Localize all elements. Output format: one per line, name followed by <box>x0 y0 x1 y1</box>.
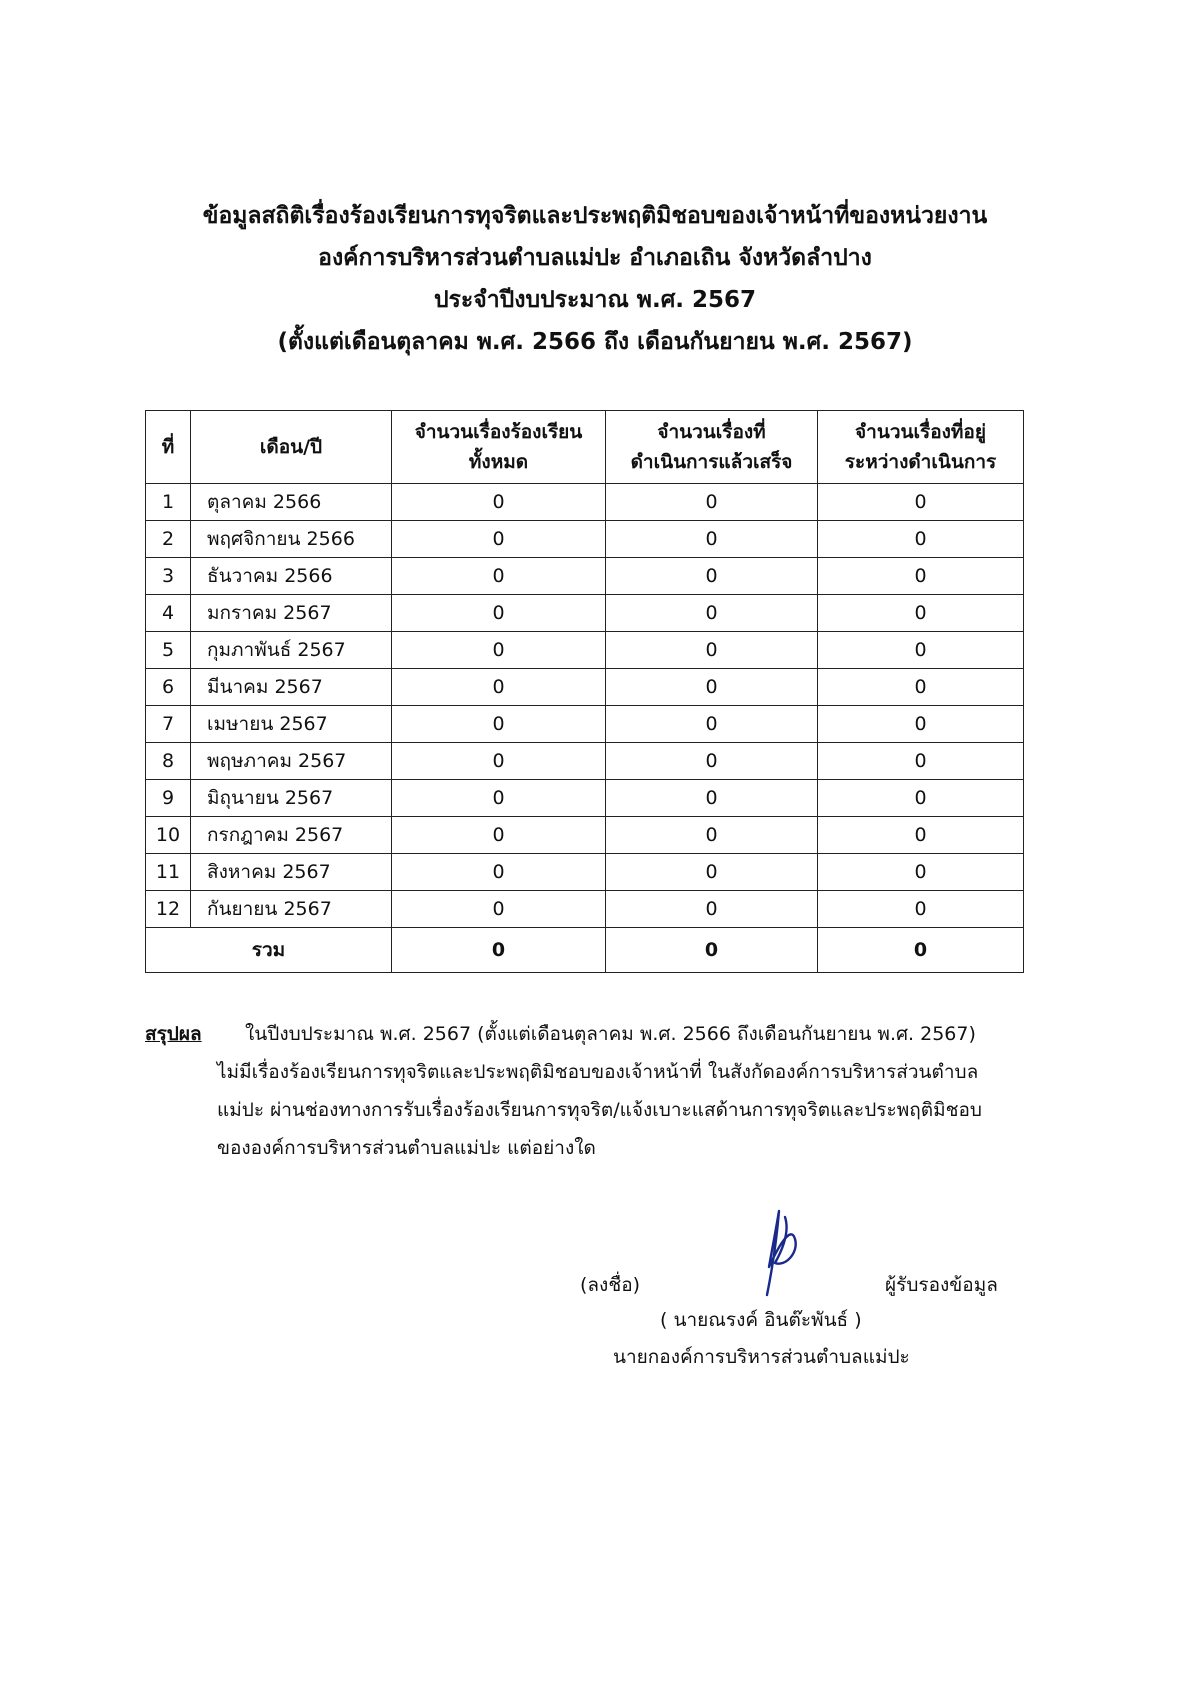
row-done: 0 <box>606 669 818 706</box>
header-done <box>606 411 818 484</box>
summary-label: สรุปผล <box>145 1023 202 1045</box>
row-month: กุมภาพันธ์ 2567 <box>191 632 392 669</box>
total-label: รวม <box>146 928 392 973</box>
table-row <box>146 669 1024 706</box>
table-row <box>146 780 1024 817</box>
row-no: 8 <box>146 743 191 780</box>
table-row <box>146 558 1024 595</box>
header-total <box>392 411 606 484</box>
total-pending: 0 <box>818 928 1024 973</box>
row-total: 0 <box>392 521 606 558</box>
row-done: 0 <box>606 780 818 817</box>
row-done: 0 <box>606 595 818 632</box>
row-done: 0 <box>606 632 818 669</box>
row-pending: 0 <box>818 669 1024 706</box>
row-no: 4 <box>146 595 191 632</box>
row-no: 10 <box>146 817 191 854</box>
row-no: 1 <box>146 484 191 521</box>
row-month: มีนาคม 2567 <box>191 669 392 706</box>
row-total: 0 <box>392 891 606 928</box>
row-done: 0 <box>606 484 818 521</box>
title-line-2: องค์การบริหารส่วนตำบลแม่ปะ อำเภอเถิน จังหวัดลำปาง <box>318 245 872 271</box>
handwritten-signature <box>755 1205 815 1300</box>
row-no: 11 <box>146 854 191 891</box>
row-done: 0 <box>606 558 818 595</box>
summary-line-3: แม่ปะ ผ่านช่องทางการรับเรื่องร้องเรียนการทุจริต/แจ้งเบาะแสด้านการทุจริตและประพฤติมิชอบ <box>217 1099 982 1121</box>
row-no: 6 <box>146 669 191 706</box>
row-month: มิถุนายน 2567 <box>191 780 392 817</box>
row-pending: 0 <box>818 743 1024 780</box>
table-row <box>146 891 1024 928</box>
document-title <box>0 195 1190 363</box>
row-total: 0 <box>392 558 606 595</box>
row-no: 9 <box>146 780 191 817</box>
row-pending: 0 <box>818 854 1024 891</box>
row-total: 0 <box>392 780 606 817</box>
row-total: 0 <box>392 669 606 706</box>
total-all: 0 <box>392 928 606 973</box>
row-month: พฤษภาคม 2567 <box>191 743 392 780</box>
table-body <box>146 484 1024 928</box>
row-total: 0 <box>392 484 606 521</box>
row-pending: 0 <box>818 595 1024 632</box>
row-month: สิงหาคม 2567 <box>191 854 392 891</box>
table-row <box>146 632 1024 669</box>
row-month: ตุลาคม 2566 <box>191 484 392 521</box>
row-month: มกราคม 2567 <box>191 595 392 632</box>
row-done: 0 <box>606 891 818 928</box>
table-row <box>146 854 1024 891</box>
row-total: 0 <box>392 706 606 743</box>
table-row <box>146 706 1024 743</box>
row-pending: 0 <box>818 632 1024 669</box>
row-done: 0 <box>606 817 818 854</box>
row-pending: 0 <box>818 891 1024 928</box>
table-header-row <box>146 411 1024 484</box>
header-month: เดือน/ปี <box>191 411 392 484</box>
row-month: เมษายน 2567 <box>191 706 392 743</box>
statistics-table <box>145 410 1024 973</box>
summary-line-2: ไม่มีเรื่องร้องเรียนการทุจริตและประพฤติมิชอบของเจ้าหน้าที่ ในสังกัดองค์การบริหารส่วนตำบล <box>217 1061 979 1083</box>
row-pending: 0 <box>818 780 1024 817</box>
table-row <box>146 521 1024 558</box>
row-month: กันยายน 2567 <box>191 891 392 928</box>
signer-name: ( นายณรงค์ อินต๊ะพันธ์ ) <box>660 1309 862 1331</box>
header-total-line1: จำนวนเรื่องร้องเรียน <box>414 421 583 443</box>
signer-role: ผู้รับรองข้อมูล <box>885 1274 998 1296</box>
row-no: 2 <box>146 521 191 558</box>
title-line-4: (ตั้งแต่เดือนตุลาคม พ.ศ. 2566 ถึง เดือนกันยายน พ.ศ. 2567) <box>277 329 913 355</box>
row-total: 0 <box>392 854 606 891</box>
row-done: 0 <box>606 854 818 891</box>
row-total: 0 <box>392 632 606 669</box>
table-row <box>146 595 1024 632</box>
total-done: 0 <box>606 928 818 973</box>
summary-body <box>145 1053 1035 1167</box>
row-month: พฤศจิกายน 2566 <box>191 521 392 558</box>
row-no: 5 <box>146 632 191 669</box>
table-row <box>146 484 1024 521</box>
header-pending-line2: ระหว่างดำเนินการ <box>844 451 997 473</box>
sign-label: (ลงชื่อ) <box>580 1274 641 1296</box>
summary-line-1: ในปีงบประมาณ พ.ศ. 2567 (ตั้งแต่เดือนตุลาคม พ.ศ. 2566 ถึงเดือนกันยายน พ.ศ. 2567) <box>245 1023 976 1045</box>
summary-section <box>145 1015 1035 1167</box>
row-done: 0 <box>606 743 818 780</box>
header-done-line1: จำนวนเรื่องที่ <box>657 421 766 443</box>
header-total-line2: ทั้งหมด <box>468 451 529 473</box>
signer-position: นายกองค์การบริหารส่วนตำบลแม่ปะ <box>613 1346 910 1368</box>
row-pending: 0 <box>818 484 1024 521</box>
title-line-3: ประจำปีงบประมาณ พ.ศ. 2567 <box>433 287 757 313</box>
table-row <box>146 817 1024 854</box>
row-total: 0 <box>392 817 606 854</box>
row-done: 0 <box>606 706 818 743</box>
row-no: 3 <box>146 558 191 595</box>
row-pending: 0 <box>818 706 1024 743</box>
header-pending <box>818 411 1024 484</box>
row-pending: 0 <box>818 817 1024 854</box>
row-done: 0 <box>606 521 818 558</box>
row-pending: 0 <box>818 558 1024 595</box>
row-total: 0 <box>392 743 606 780</box>
row-month: ธันวาคม 2566 <box>191 558 392 595</box>
header-no: ที่ <box>146 411 191 484</box>
table-row <box>146 743 1024 780</box>
title-line-1: ข้อมูลสถิติเรื่องร้องเรียนการทุจริตและประพฤติมิชอบของเจ้าหน้าที่ของหน่วยงาน <box>202 203 988 229</box>
header-pending-line1: จำนวนเรื่องที่อยู่ <box>855 421 986 443</box>
row-no: 7 <box>146 706 191 743</box>
summary-line-4: ขององค์การบริหารส่วนตำบลแม่ปะ แต่อย่างใด <box>217 1137 596 1159</box>
signature-stroke <box>767 1211 796 1295</box>
row-total: 0 <box>392 595 606 632</box>
row-pending: 0 <box>818 521 1024 558</box>
summary-first-line <box>145 1015 1035 1053</box>
header-done-line2: ดำเนินการแล้วเสร็จ <box>630 451 793 473</box>
row-month: กรกฎาคม 2567 <box>191 817 392 854</box>
row-no: 12 <box>146 891 191 928</box>
table-total-row <box>146 928 1024 973</box>
